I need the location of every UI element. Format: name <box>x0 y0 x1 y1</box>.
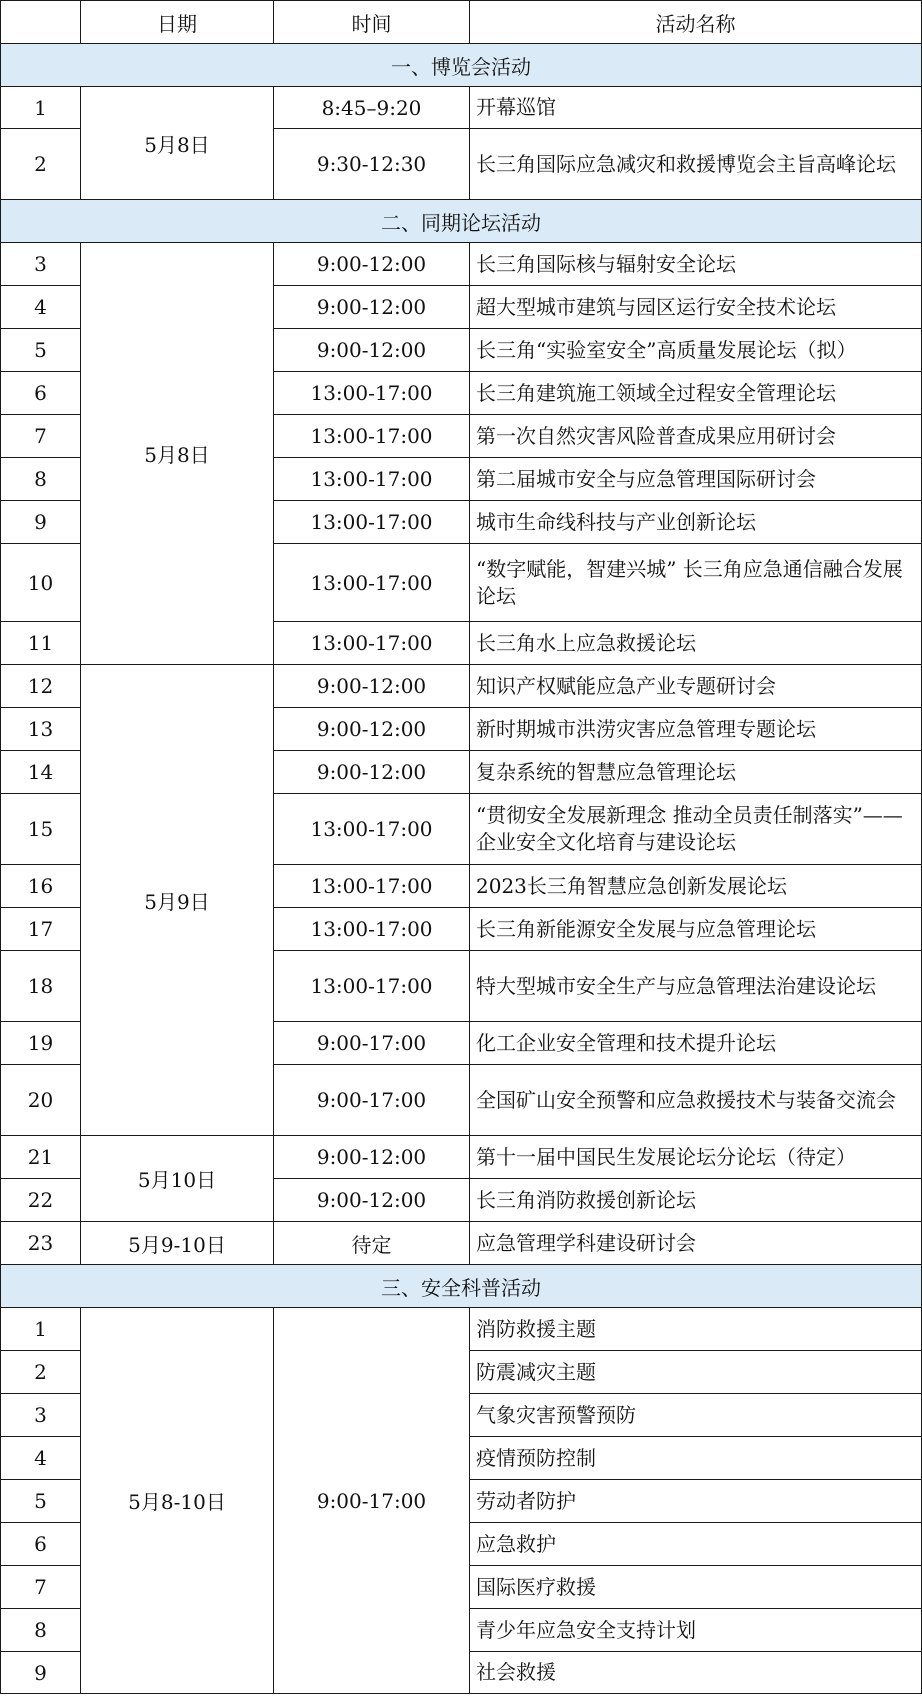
activity-name-cell: 长三角“实验室安全”高质量发展论坛（拟） <box>470 329 922 372</box>
activity-name-cell: 长三角国际核与辐射安全论坛 <box>470 243 922 286</box>
activity-name-cell: 国际医疗救援 <box>470 1566 922 1609</box>
section-title: 二、同期论坛活动 <box>1 200 922 243</box>
row-number: 19 <box>1 1022 81 1065</box>
activity-name-cell: 长三角建筑施工领域全过程安全管理论坛 <box>470 372 922 415</box>
time-cell: 13:00-17:00 <box>274 501 470 544</box>
time-cell: 13:00-17:00 <box>274 908 470 951</box>
section-title: 一、博览会活动 <box>1 44 922 87</box>
row-number: 2 <box>1 129 81 200</box>
time-cell: 9:00-12:00 <box>274 286 470 329</box>
row-number: 1 <box>1 1308 81 1351</box>
activity-name-cell: 长三角水上应急救援论坛 <box>470 622 922 665</box>
date-cell: 5月8日 <box>81 243 274 665</box>
row-number: 3 <box>1 1394 81 1437</box>
time-cell: 9:00-12:00 <box>274 751 470 794</box>
row-number: 9 <box>1 1652 81 1694</box>
activity-name-cell: 化工企业安全管理和技术提升论坛 <box>470 1022 922 1065</box>
row-number: 5 <box>1 1480 81 1523</box>
row-number: 4 <box>1 1437 81 1480</box>
time-cell: 9:00-12:00 <box>274 1179 470 1222</box>
schedule-body <box>1 1 922 1694</box>
row-number: 18 <box>1 951 81 1022</box>
time-cell: 9:00-12:00 <box>274 665 470 708</box>
row-number: 3 <box>1 243 81 286</box>
time-cell: 13:00-17:00 <box>274 458 470 501</box>
activity-name-cell: 防震减灾主题 <box>470 1351 922 1394</box>
date-cell: 5月10日 <box>81 1136 274 1222</box>
row-number: 17 <box>1 908 81 951</box>
row-number: 21 <box>1 1136 81 1179</box>
row-number: 11 <box>1 622 81 665</box>
activity-name-cell: 城市生命线科技与产业创新论坛 <box>470 501 922 544</box>
row-number: 6 <box>1 372 81 415</box>
activity-name-cell: 第一次自然灾害风险普查成果应用研讨会 <box>470 415 922 458</box>
time-cell: 待定 <box>274 1222 470 1265</box>
time-cell: 13:00-17:00 <box>274 794 470 865</box>
activity-name-cell: 消防救援主题 <box>470 1308 922 1351</box>
activity-name-cell: 长三角国际应急减灾和救援博览会主旨高峰论坛 <box>470 129 922 200</box>
activity-name-cell: “数字赋能，智建兴城” 长三角应急通信融合发展论坛 <box>470 544 922 622</box>
activity-name-cell: 青少年应急安全支持计划 <box>470 1609 922 1652</box>
activity-name-cell: “贯彻安全发展新理念 推动全员责任制落实”——企业安全文化培育与建设论坛 <box>470 794 922 865</box>
row-number: 22 <box>1 1179 81 1222</box>
row-number: 9 <box>1 501 81 544</box>
row-number: 6 <box>1 1523 81 1566</box>
row-number: 16 <box>1 865 81 908</box>
time-cell: 9:00-12:00 <box>274 329 470 372</box>
time-cell: 13:00-17:00 <box>274 951 470 1022</box>
activity-name-cell: 气象灾害预警预防 <box>470 1394 922 1437</box>
row-number: 14 <box>1 751 81 794</box>
header-time: 时间 <box>274 1 470 44</box>
activity-name-cell: 2023长三角智慧应急创新发展论坛 <box>470 865 922 908</box>
table-row <box>1 87 922 129</box>
date-cell: 5月9-10日 <box>81 1222 274 1265</box>
activity-name-cell: 第十一届中国民生发展论坛分论坛（待定） <box>470 1136 922 1179</box>
activity-name-cell: 特大型城市安全生产与应急管理法治建设论坛 <box>470 951 922 1022</box>
time-cell: 13:00-17:00 <box>274 372 470 415</box>
time-cell: 9:30-12:30 <box>274 129 470 200</box>
table-row <box>1 665 922 708</box>
row-number: 1 <box>1 87 81 129</box>
activity-name-cell: 第二届城市安全与应急管理国际研讨会 <box>470 458 922 501</box>
section-header-row <box>1 1265 922 1308</box>
row-number: 8 <box>1 1609 81 1652</box>
activity-name-cell: 长三角消防救援创新论坛 <box>470 1179 922 1222</box>
header-date: 日期 <box>81 1 274 44</box>
header-activity-name: 活动名称 <box>470 1 922 44</box>
time-cell: 13:00-17:00 <box>274 622 470 665</box>
row-number: 15 <box>1 794 81 865</box>
date-cell: 5月9日 <box>81 665 274 1136</box>
row-number: 23 <box>1 1222 81 1265</box>
table-row <box>1 1308 922 1351</box>
time-cell: 13:00-17:00 <box>274 865 470 908</box>
row-number: 4 <box>1 286 81 329</box>
table-row <box>1 1222 922 1265</box>
section-header-row <box>1 44 922 87</box>
time-cell: 9:00-17:00 <box>274 1065 470 1136</box>
row-number: 12 <box>1 665 81 708</box>
row-number: 7 <box>1 1566 81 1609</box>
row-number: 13 <box>1 708 81 751</box>
header-row <box>1 1 922 44</box>
activity-name-cell: 疫情预防控制 <box>470 1437 922 1480</box>
row-number: 20 <box>1 1065 81 1136</box>
activity-name-cell: 新时期城市洪涝灾害应急管理专题论坛 <box>470 708 922 751</box>
time-cell: 9:00-17:00 <box>274 1308 470 1694</box>
time-cell: 9:00-12:00 <box>274 708 470 751</box>
time-cell: 8:45–9:20 <box>274 87 470 129</box>
row-number: 10 <box>1 544 81 622</box>
activity-name-cell: 应急救护 <box>470 1523 922 1566</box>
activity-name-cell: 全国矿山安全预警和应急救援技术与装备交流会 <box>470 1065 922 1136</box>
date-cell: 5月8-10日 <box>81 1308 274 1694</box>
time-cell: 13:00-17:00 <box>274 544 470 622</box>
date-cell: 5月8日 <box>81 87 274 200</box>
activity-name-cell: 超大型城市建筑与园区运行安全技术论坛 <box>470 286 922 329</box>
time-cell: 9:00-17:00 <box>274 1022 470 1065</box>
header-number <box>1 1 81 44</box>
table-row <box>1 1136 922 1179</box>
section-header-row <box>1 200 922 243</box>
row-number: 7 <box>1 415 81 458</box>
activity-name-cell: 劳动者防护 <box>470 1480 922 1523</box>
activity-name-cell: 复杂系统的智慧应急管理论坛 <box>470 751 922 794</box>
activity-name-cell: 社会救援 <box>470 1652 922 1694</box>
time-cell: 13:00-17:00 <box>274 415 470 458</box>
activity-name-cell: 长三角新能源安全发展与应急管理论坛 <box>470 908 922 951</box>
section-title: 三、安全科普活动 <box>1 1265 922 1308</box>
activity-name-cell: 开幕巡馆 <box>470 87 922 129</box>
activity-name-cell: 应急管理学科建设研讨会 <box>470 1222 922 1265</box>
time-cell: 9:00-12:00 <box>274 243 470 286</box>
row-number: 5 <box>1 329 81 372</box>
row-number: 8 <box>1 458 81 501</box>
row-number: 2 <box>1 1351 81 1394</box>
activity-name-cell: 知识产权赋能应急产业专题研讨会 <box>470 665 922 708</box>
table-row <box>1 243 922 286</box>
time-cell: 9:00-12:00 <box>274 1136 470 1179</box>
